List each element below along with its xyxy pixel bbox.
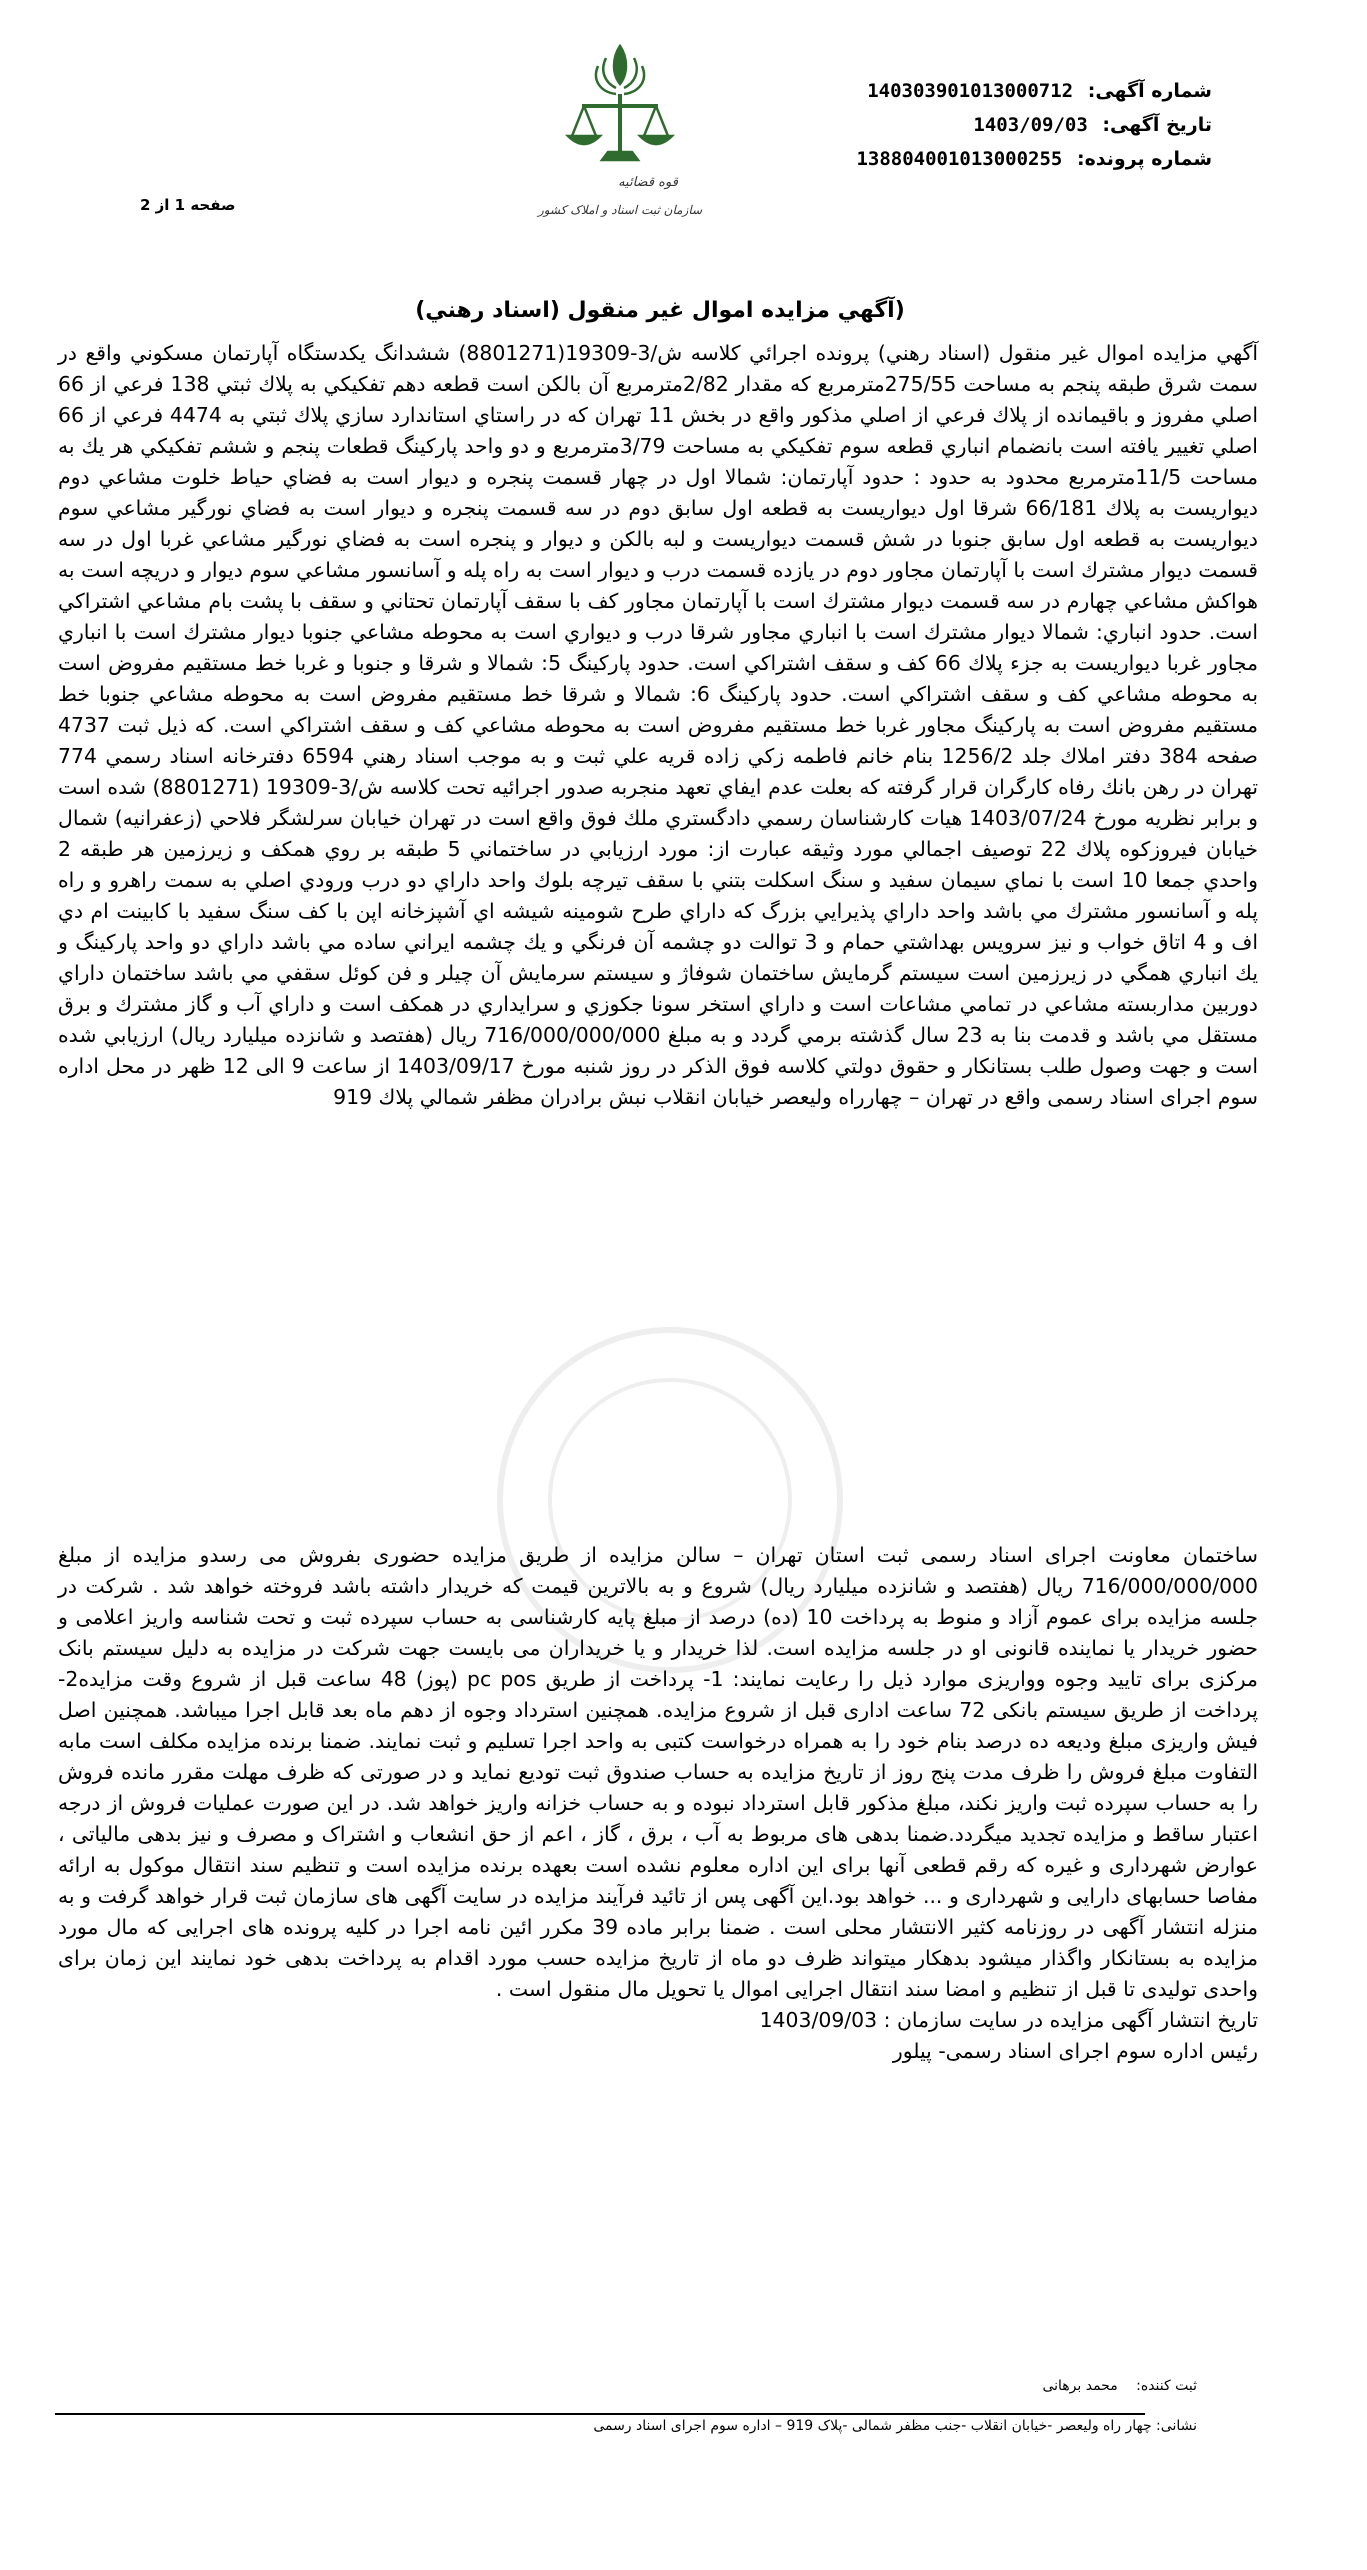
ad-number-label: شماره آگهی: xyxy=(1087,80,1212,102)
auction-terms-paragraph: ساختمان معاونت اجرای اسناد رسمی ثبت استان تهران – سالن مزایده از طریق مزایده حضوری بفروش می رسدو مزایده از مبلغ 716/000/000/000 ریال (هفتصد و شانزده میلیارد ریال) شروع و به بالاترین قیمت که خریدار داشته باشد فروخته خواهد شد . شرکت در جلسه مزایده برای عموم آزاد و منوط به پرداخت 10 (ده) درصد از مبلغ پایه کارشناسی به حساب سپرده ثبت و تحت شناسه واریز اعلامی و حضور خریدار یا نماینده قانونی او در جلسه مزایده است. لذا خریدار و یا خریداران می بایست جهت شرکت در مزایده به دلیل سیستم بانک مرکزی برای تایید وجوه وواریزی موارد ذیل را رعایت نمایند: 1- پرداخت از طریق pc pos (پوز) 48 ساعت قبل از شروع وقت مزایده2- پرداخت از طریق سیستم بانکی 72 ساعت اداری قبل از شروع مزایده. همچنین استرداد وجوه از دهم ماه بعد قابل اجرا میباشد. همچنین اصل فیش واریزی مبلغ ودیعه ده درصد بنام خود را به همراه درخواست کتبی به واحد اجرا تسلیم و ثبت نمایند. ضمنا برنده مزایده مکلف است مابه التفاوت مبلغ فروش را ظرف مدت پنج روز از تاریخ مزایده به حساب صندوق ثبت تودیع نماید و در صورتی که ظرف مهلت مقرر مانده فروش را به حساب سپرده ثبت واریز نکند، مبلغ مذکور قابل استرداد نبوده و به حساب خزانه واریز خواهد شد. در این صورت عملیات فروش از درجه اعتبار ساقط و مزایده تجدید میگردد.ضمنا بدهی های مربوط به آب ، برق ، گاز ، اعم از حق انشعاب و اشتراک و مصرف و نیز بدهی مالیاتی ، عوارض شهرداری و غیره که رقم قطعی آنها برای این اداره معلوم نشده است بعهده برنده مزایده است و تنظیم سند انتقال موکول به ارائه مفاصا حسابهای دارایی و شهرداری و ... خواهد بود.این آگهی پس از تائید فرآیند مزایده در سایت آگهی های سازمان ثبت قرار خواهد گرفت و به منزله انتشار آگهی در روزنامه کثیر الانتشار محلی است . ضمنا برابر ماده 39 مکرر ائین نامه اجرا در کلیه پرونده های اجرایی که مال مورد مزایده به بستانکار واگذار میشود بدهکار میتواند ظرف دو ماه از تاریخ مزایده حسب مورد اقدام به پرداخت بدهی خود نمایند این زمان برای واحدی تولیدی تا قبل از تنظیم و امضا سند انتقال اجرایی اموال یا تحویل مال منقول است . xyxy=(58,1543,1259,2001)
footer-divider xyxy=(55,2413,1145,2415)
ad-number-row xyxy=(792,74,1212,108)
case-number-row xyxy=(792,142,1212,176)
page-counter: صفحه 1 از 2 xyxy=(140,196,236,214)
registrar-label: ثبت کننده: xyxy=(1136,2378,1197,2394)
ad-date-value: 1403/09/03 xyxy=(973,114,1088,136)
auction-description-section xyxy=(58,338,1258,1498)
emblem-caption-top: قوه قضائیه xyxy=(618,175,678,190)
document-title: (آگهي مزايده اموال غير منقول (اسناد رهني) xyxy=(415,298,905,323)
auction-description-paragraph: آگهي مزايده اموال غير منقول (اسناد رهني) پرونده اجرائي كلاسه ش/3-19309(8801271) ششدانگ يكدستگاه آپارتمان مسكوني واقع در سمت شرق طبقه پنجم به مساحت 275/55مترمربع كه مقدار 2/82مترمربع آن بالكن است قطعه دهم تفكيكي به پلاك ثبتي 138 فرعي از 66 اصلي مفروز و باقيمانده از پلاك فرعي از اصلي مذكور واقع در بخش 11 تهران كه در راستاي استاندارد سازي پلاك ثبتي به 4474 فرعي از 66 اصلي تغيير يافته است بانضمام انباري قطعه سوم تفكيكي به مساحت 3/79مترمربع و دو واحد پاركينگ قطعات پنجم و ششم تفكيكي هر يك به مساحت 11/5مترمربع محدود به حدود : حدود آپارتمان: شمالا اول در چهار قسمت پنجره و ديوار است به فضاي حياط خلوت مشاعي دوم ديواريست به پلاك 66/181 شرقا اول ديواريست به قطعه اول سابق دوم در سه قسمت پنجره و ديوار است به فضاي نورگير مشاعي سوم ديواريست به قطعه اول سابق جنوبا در شش قسمت ديواريست و لبه بالكن و ديوار و پنجره است به فضاي نورگير مشاعي غربا اول در سه قسمت ديوار مشترك است با آپارتمان مجاور دوم در يازده قسمت درب و ديوار است به راه پله و آسانسور مشاعي سوم ديوار و دريچه است به هواكش مشاعي چهارم در سه قسمت ديوار مشترك است با آپارتمان مجاور كف با سقف آپارتمان تحتاني و سقف با پشت بام مشاعي اشتراكي است. حدود انباري: شمالا ديوار مشترك است با انباري مجاور شرقا درب و ديواري است به محوطه مشاعي جنوبا ديوار مشترك است با انباري مجاور غربا ديواريست به جزء پلاك 66 كف و سقف اشتراكي است. حدود پاركينگ 5: شمالا و شرقا و جنوبا و غربا خط مستقيم مفروض است به محوطه مشاعي كف و سقف اشتراكي است. حدود پاركينگ 6: شمالا و شرقا خط مستقيم مفروض است به محوطه مشاعي جنوبا خط مستقيم مفروض است به پاركينگ مجاور غربا خط مستقيم مفروض است به محوطه مشاعي كف و سقف اشتراكي است. كه ذيل ثبت 4737 صفحه 384 دفتر املاك جلد 1256/2 بنام خانم فاطمه زكي زاده قريه علي ثبت و به موجب اسناد رهني 6594 دفترخانه اسناد رسمي 774 تهران در رهن بانك رفاه كارگران قرار گرفته كه بعلت عدم ايفاي تعهد منجربه صدور اجرائيه تحت كلاسه ش/3-19309 (8801271) شده است و برابر نظريه مورخ 1403/07/24 هيات كارشناسان رسمي دادگستري ملك فوق واقع است در تهران خيابان سرلشگر فلاحي (زعفرانيه) شمال خيابان فيروزكوه پلاك 22 توصيف اجمالي مورد وثيقه عبارت از: مورد ارزيابي در ساختماني 5 طبقه بر روي همكف و زيرزمين هر طبقه 2 واحدي جمعا 10 است با نماي سيمان سفيد و سنگ اسكلت بتني با سقف تيرچه بلوك واحد داراي دو درب ورودي اصلي به سمت راهرو و راه پله و آسانسور مشترك مي باشد واحد داراي پذيرايي بزرگ كه داراي طرح شومينه شيشه اي آشپزخانه اپن با كف سنگ سفيد با كابينت ام دي اف و 4 اتاق خواب و نيز سرويس بهداشتي حمام و 3 توالت دو چشمه آن فرنگي و يك چشمه ايراني ساده مي باشد داراي دو واحد پاركينگ و يك انباري همگي در زيرزمين است سيستم گرمايش ساختمان شوفاژ و سيستم سرمايش آن چيلر و فن كوئل سقفي مي باشد ساختمان داراي دوربين مداربسته مشاعي در تمامي مشاعات است و داراي استخر سونا جكوزي و سرايداري در همكف است و داراي آب و گاز مشترك و برق مستقل مي باشد و قدمت بنا به 23 سال گذشته برمي گردد و به مبلغ 716/000/000/000 ريال (هفتصد و شانزده ميليارد ريال) ارزيابي شده است و جهت وصول طلب بستانكار و حقوق دولتي كلاسه فوق الذكر در روز شنبه مورخ 1403/09/17 از ساعت 9 الی 12 ظهر در محل اداره سوم اجرای اسناد رسمی واقع در تهران – چهارراه وليعصر خيابان انقلاب نبش برادران مظفر شمالي پلاك 919 xyxy=(58,341,1259,1109)
registrar-block xyxy=(1042,2378,1197,2394)
publish-date-line: تاریخ انتشار آگهی مزایده در سایت سازمان : 1403/09/03 xyxy=(759,2008,1258,2032)
registrar-name: محمد برهانی xyxy=(1042,2378,1118,2394)
ad-date-row xyxy=(792,108,1212,142)
judiciary-emblem-logo xyxy=(520,36,720,236)
emblem-caption-bottom: سازمان ثبت اسناد و املاک کشور xyxy=(537,203,703,217)
case-number-label: شماره پرونده: xyxy=(1076,148,1212,170)
ad-meta-block xyxy=(792,74,1212,176)
signatory-line: رئیس اداره سوم اجرای اسناد رسمی- پیلور xyxy=(892,2039,1258,2063)
footer-address: نشانی: چهار راه ولیعصر -خیابان انقلاب -جنب مظفر شمالی -پلاک 919 – اداره سوم اجرای اسناد رسمی xyxy=(593,2418,1197,2434)
ad-date-label: تاریخ آگهی: xyxy=(1102,114,1212,136)
ad-number-value: 140303901013000712 xyxy=(867,80,1074,102)
auction-terms-section xyxy=(58,1540,1258,2260)
case-number-value: 138804001013000255 xyxy=(856,148,1063,170)
